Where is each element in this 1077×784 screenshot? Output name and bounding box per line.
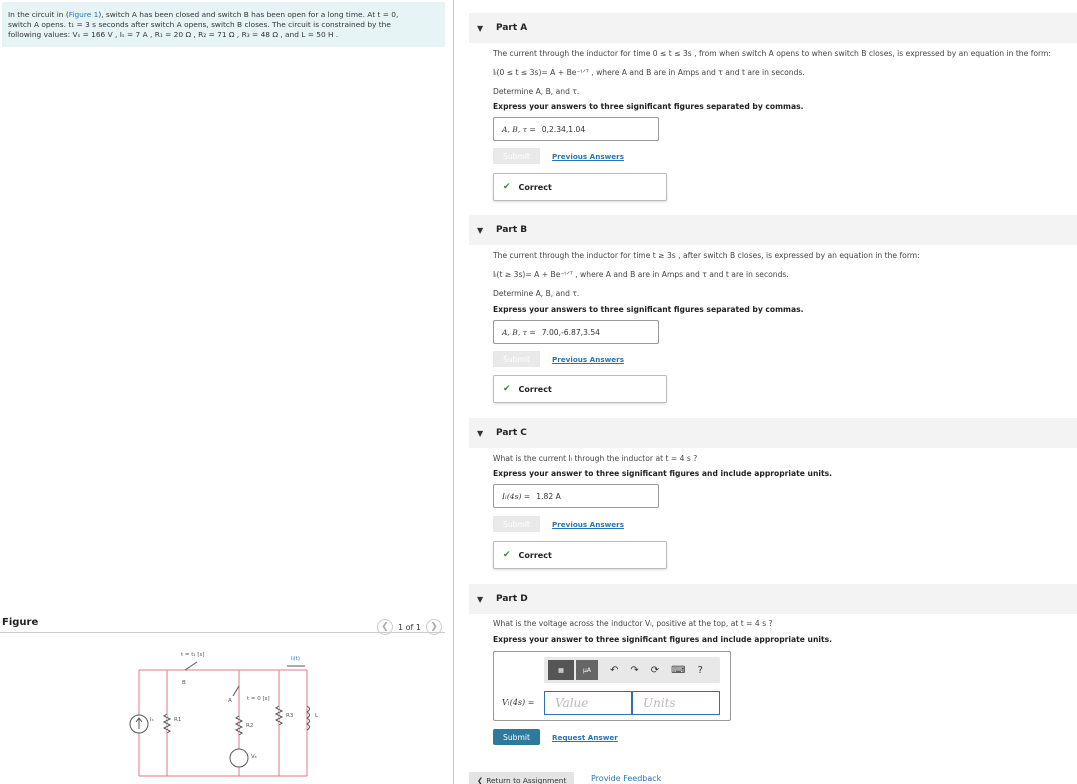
check-icon: ✔	[503, 182, 511, 192]
part-a-text-2: Iₗ(0 ≤ t ≤ 3s)= A + Be⁻ᵗᐟᵀ , where A and B are in Amps and τ and t are in seconds.	[493, 68, 805, 77]
problem-text: ), switch A has been closed and switch B has been open for a long time. At t = 0,	[98, 10, 399, 19]
label-switch-b-time: t = t₁ [s]	[181, 652, 205, 658]
part-c-header[interactable]	[469, 418, 1077, 448]
part-c-answer-value: 1.82 A	[536, 491, 561, 501]
label-r2: R2	[246, 723, 254, 729]
part-a-status	[493, 173, 667, 201]
resistor-r1-icon	[164, 714, 170, 733]
part-d-answer-editor	[493, 651, 731, 721]
part-b-header[interactable]	[469, 215, 1077, 245]
part-c-status-text: Correct	[518, 550, 552, 560]
part-c-text-1: What is the current Iₗ through the inductor at t = 4 s ?	[493, 454, 698, 463]
provide-feedback-link[interactable]: Provide Feedback	[591, 774, 662, 783]
part-c-submit-button[interactable]: Submit	[493, 516, 540, 532]
figure-link[interactable]: Figure 1	[68, 10, 99, 19]
part-b-answer-label: A, B, τ =	[502, 327, 536, 337]
part-a-title: Part A	[496, 23, 528, 33]
part-a-answer-value: 0,2.34,1.04	[541, 124, 586, 134]
label-r3: R3	[286, 713, 294, 719]
next-figure-button[interactable]: ❯	[426, 619, 442, 635]
part-a-submit-button[interactable]: Submit	[493, 148, 540, 164]
part-d-header[interactable]	[469, 584, 1077, 614]
part-b-status	[493, 375, 667, 403]
part-a-instruction: Express your answers to three significant figures separated by commas.	[493, 102, 804, 111]
pager-text: 1 of 1	[398, 622, 421, 632]
part-b-text-3: Determine A, B, and τ.	[493, 289, 580, 298]
label-l: L	[315, 713, 319, 719]
templates-button[interactable]: ▦	[548, 660, 574, 680]
caret-down-icon: ▼	[477, 23, 484, 33]
return-label: Return to Assignment	[486, 775, 567, 784]
part-c-answer-label: Iₗ(4s) =	[502, 491, 531, 501]
part-b-title: Part B	[496, 225, 528, 235]
part-a-text-3: Determine A, B, and τ.	[493, 87, 580, 96]
label-r1: R1	[174, 717, 182, 723]
problem-text: In the circuit in (	[8, 10, 69, 19]
figure-title: Figure	[2, 617, 39, 628]
return-to-assignment-button[interactable]	[469, 772, 574, 784]
label-is: Iₛ	[150, 717, 154, 723]
part-c-previous-answers-link[interactable]: Previous Answers	[552, 520, 624, 529]
prev-figure-button[interactable]: ❮	[377, 619, 393, 635]
part-a-status-text: Correct	[518, 182, 552, 192]
panel-divider[interactable]	[453, 0, 454, 784]
part-b-answer-value: 7.00,-6.87,3.54	[541, 327, 600, 337]
part-d-submit-button[interactable]: Submit	[493, 729, 540, 745]
check-icon: ✔	[503, 550, 511, 560]
keyboard-icon[interactable]: ⌨	[671, 664, 686, 676]
units-input[interactable]: Units	[632, 691, 720, 715]
label-switch-a-time: t = 0 [s]	[247, 696, 270, 702]
caret-down-icon: ▼	[477, 225, 484, 235]
part-d-title: Part D	[496, 594, 528, 604]
figure-divider	[0, 632, 445, 633]
part-b-text-1: The current through the inductor for time t ≥ 3s , after switch B closes, is expressed by an equation in the form:	[493, 251, 920, 260]
chevron-left-icon: ❮	[477, 775, 484, 784]
value-input[interactable]: Value	[544, 691, 632, 715]
part-d-instruction: Express your answer to three significant figures and include appropriate units.	[493, 635, 833, 644]
switch-b-icon	[185, 662, 197, 670]
label-switch-b: B	[182, 680, 186, 686]
resistor-r2-icon	[236, 716, 242, 735]
label-current: Iₗ(t)	[291, 656, 300, 662]
caret-down-icon: ▼	[477, 428, 484, 438]
part-c-title: Part C	[496, 428, 527, 438]
part-d-answer-label: Vₗ(4s) =	[502, 698, 535, 707]
help-icon[interactable]: ?	[697, 664, 703, 676]
part-b-previous-answers-link[interactable]: Previous Answers	[552, 355, 624, 364]
request-answer-link[interactable]: Request Answer	[552, 733, 618, 742]
redo-icon[interactable]: ↷	[630, 664, 639, 676]
part-b-text-2: Iₗ(t ≥ 3s)= A + Be⁻ᵗᐟᵀ , where A and B are in Amps and τ and t are in seconds.	[493, 270, 789, 279]
part-c-instruction: Express your answer to three significant figures and include appropriate units.	[493, 469, 833, 478]
part-a-header[interactable]	[469, 13, 1077, 43]
label-switch-a: A	[228, 698, 232, 704]
problem-values: following values: Vₛ = 166 V , Iₛ = 7 A , R₁ = 20 Ω , R₂ = 71 Ω , R₃ = 48 Ω , and L = 50 H .	[8, 30, 339, 39]
part-b-status-text: Correct	[518, 384, 552, 394]
part-b-answer-box[interactable]	[493, 320, 659, 344]
part-b-submit-button[interactable]: Submit	[493, 351, 540, 367]
reset-icon[interactable]: ⟳	[650, 664, 660, 676]
voltage-source-icon	[230, 749, 248, 767]
resistor-r3-icon	[276, 706, 282, 725]
problem-statement	[2, 2, 445, 47]
switch-a-icon	[233, 686, 239, 696]
symbols-button[interactable]: μA	[576, 660, 598, 680]
part-d-text-1: What is the voltage across the inductor Vₗ, positive at the top, at t = 4 s ?	[493, 619, 773, 628]
math-toolbar	[544, 657, 720, 683]
part-a-text-1: The current through the inductor for time 0 ≤ t ≤ 3s , from when switch A opens to when switch B closes, is expressed by an equation in the form:	[493, 49, 1051, 58]
part-b-instruction: Express your answers to three significant figures separated by commas.	[493, 305, 804, 314]
part-a-answer-label: A, B, τ =	[502, 124, 536, 134]
circuit-diagram	[125, 648, 325, 784]
part-c-answer-box[interactable]	[493, 484, 659, 508]
problem-text-line2: switch A opens. t₁ = 3 s seconds after switch A opens, switch B closes. The circuit is constrained by the	[8, 20, 391, 29]
part-a-answer-box[interactable]	[493, 117, 659, 141]
label-vs: Vₛ	[251, 754, 257, 760]
part-c-status	[493, 541, 667, 569]
undo-icon[interactable]: ↶	[610, 664, 619, 676]
part-a-previous-answers-link[interactable]: Previous Answers	[552, 152, 624, 161]
check-icon: ✔	[503, 384, 511, 394]
caret-down-icon: ▼	[477, 594, 484, 604]
